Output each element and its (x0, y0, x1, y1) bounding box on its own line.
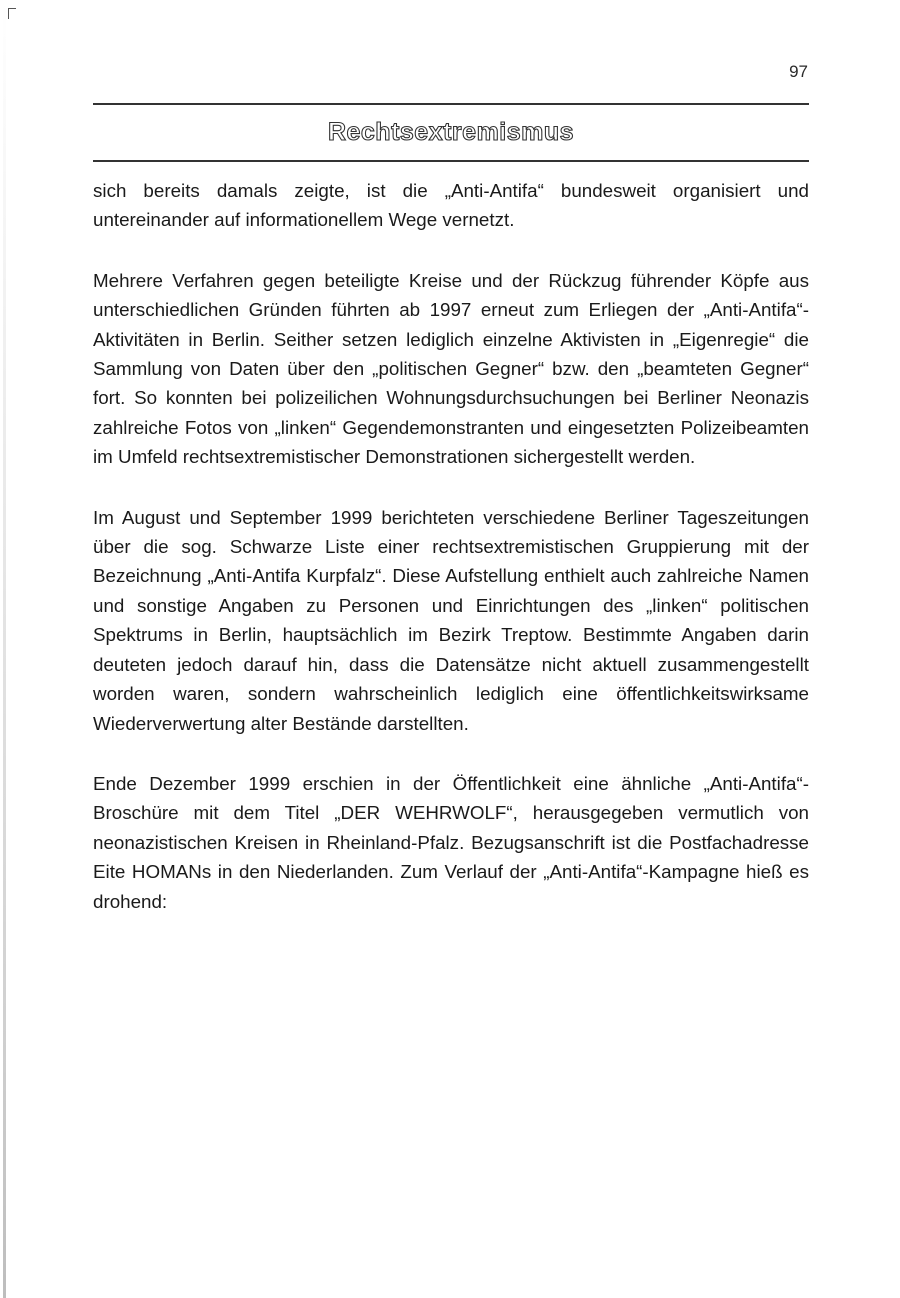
paragraph-2: Mehrere Verfahren gegen beteiligte Kreise und der Rückzug führender Köpfe aus unterschiedlichen Gründen führten ab 1997 erneut zum Erliegen der „Anti-Antifa“-Aktivitäten in Berlin. Seither setzen lediglich einzelne Aktivisten in „Eigenregie“ die Sammlung von Daten über den „politischen Gegner“ bzw. den „beamteten Gegner“ fort. So konnten bei polizeilichen Wohnungsdurchsuchungen bei Berliner Neonazis zahlreiche Fotos von „linken“ Gegendemonstranten und eingesetzten Polizeibeamten im Umfeld rechtsextremistischer Demonstrationen sichergestellt werden. (93, 269, 809, 468)
paragraph-3: Im August und September 1999 berichteten verschiedene Berliner Tageszeitungen über die sog. Schwarze Liste einer rechtsextremistischen Gruppierung mit der Bezeichnung „Anti-Antifa Kurpfalz“. Diese Aufstellung enthielt auch zahlreiche Namen und sonstige Angaben zu Personen und Einrichtungen des „linken“ politischen Spektrums in Berlin, hauptsächlich im Bezirk Treptow. Bestimmte Angaben darin deuteten jedoch darauf hin, dass die Datensätze nicht aktuell zusammengestellt worden waren, sondern wahrscheinlich lediglich eine öffentlichkeitswirksame Wiederverwertung alter Bestände darstellten. (93, 506, 809, 734)
page-number: 97 (789, 62, 808, 81)
paragraph-4: Ende Dezember 1999 erschien in der Öffentlichkeit eine ähnliche „Anti-Antifa“-Broschüre mit dem Titel „DER WEHRWOLF“, herausgegeben vermutlich von neonazistischen Kreisen in Rheinland-Pfalz. Bezugsanschrift ist die Postfachadresse Eite HOMANs in den Niederlanden. Zum Verlauf der „Anti-Antifa“-Kampagne hieß es drohend: (93, 772, 809, 912)
header-rule-bottom (93, 160, 809, 162)
scan-edge-shadow (3, 0, 6, 1298)
body-text (93, 176, 809, 947)
paragraph-1: sich bereits damals zeigte, ist die „Anti-Antifa“ bundesweit organisiert und untereinander auf informationellem Wege vernetzt. (93, 180, 809, 231)
running-header: Rechtsextremismus (327, 118, 575, 146)
header-rule-top (93, 103, 809, 105)
scan-corner-mark (8, 8, 16, 19)
